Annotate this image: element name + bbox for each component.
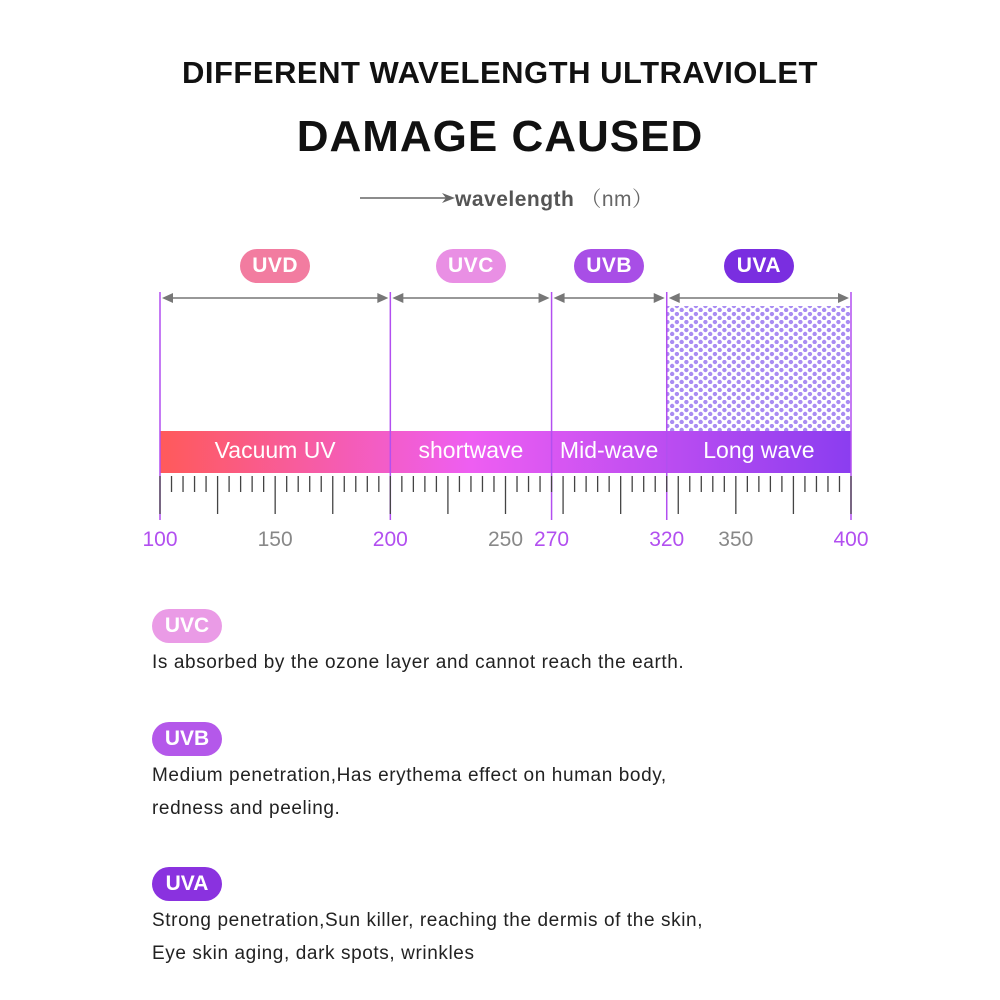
desc-pill-uvc: UVC — [152, 609, 222, 643]
title-line1: DIFFERENT WAVELENGTH ULTRAVIOLET — [182, 55, 818, 90]
wavelength-word: wavelength — [455, 188, 575, 211]
axis-label-400: 400 — [833, 528, 869, 551]
axis-label-320: 320 — [649, 528, 685, 551]
uva-hex-pattern — [667, 306, 851, 432]
range-pill-uvd: UVD — [240, 249, 310, 283]
axis-label-150: 150 — [257, 528, 293, 551]
wavelength-unit: （nm） — [580, 188, 654, 211]
range-pill-uva: UVA — [724, 249, 794, 283]
desc-text-uvb: Medium penetration,Has erythema effect on human body, — [152, 765, 667, 786]
arrow-head-right-icon — [654, 293, 665, 303]
range-pill-uvb: UVB — [574, 249, 644, 283]
band-label-shortwave: shortwave — [418, 437, 524, 463]
desc-pill-uva: UVA — [152, 867, 222, 901]
axis-label-350: 350 — [718, 528, 754, 551]
band-label-long-wave: Long wave — [703, 437, 815, 463]
band-label-vacuum-uv: Vacuum UV — [214, 437, 336, 463]
desc-text-uva: Strong penetration,Sun killer, reaching the dermis of the skin, — [152, 910, 704, 931]
arrow-head-right-icon — [377, 293, 388, 303]
title-line2: DAMAGE CAUSED — [296, 112, 704, 161]
desc-text-uvb: redness and peeling. — [152, 798, 341, 819]
desc-text-uva: Eye skin aging, dark spots, wrinkles — [152, 943, 475, 964]
desc-text-uvc: Is absorbed by the ozone layer and cannot reach the earth. — [152, 652, 685, 673]
arrow-head-right-icon — [539, 293, 550, 303]
band-label-mid-wave: Mid-wave — [559, 437, 659, 463]
desc-pill-uvb: UVB — [152, 722, 222, 756]
axis-label-100: 100 — [142, 528, 178, 551]
arrow-head-right-icon — [838, 293, 849, 303]
axis-label-250: 250 — [487, 528, 524, 551]
axis-label-200: 200 — [372, 528, 408, 551]
axis-label-270: 270 — [534, 528, 570, 551]
arrow-head-left-icon — [669, 293, 680, 303]
arrow-head-left-icon — [162, 293, 173, 303]
arrow-head-left-icon — [554, 293, 565, 303]
arrow-head-left-icon — [392, 293, 403, 303]
range-pill-uvc: UVC — [436, 249, 506, 283]
